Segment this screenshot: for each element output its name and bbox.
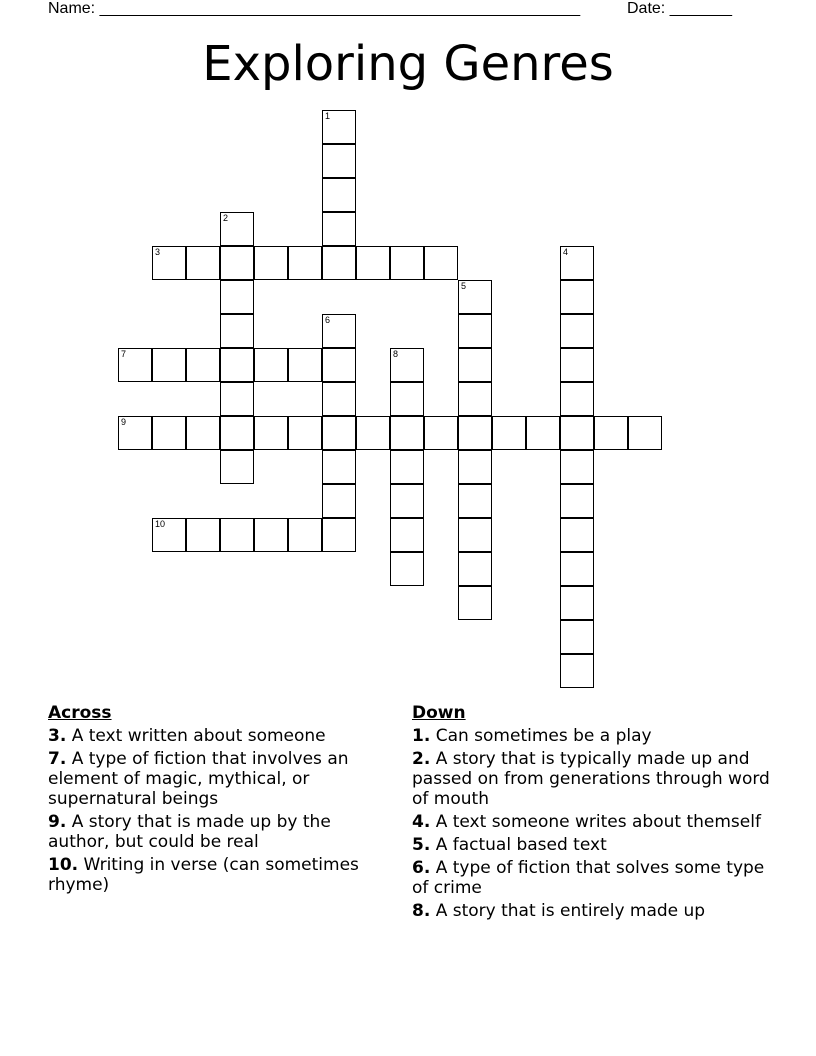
grid-cell[interactable] <box>220 212 254 246</box>
clue-text: A story that is entirely made up <box>430 901 706 921</box>
name-field: Name: ______________________________________________________ <box>48 0 581 17</box>
grid-cell[interactable] <box>560 314 594 348</box>
grid-cell[interactable] <box>560 586 594 620</box>
grid-cell[interactable] <box>186 246 220 280</box>
grid-cell[interactable] <box>322 110 356 144</box>
across-clues <box>48 703 378 898</box>
grid-cell[interactable] <box>152 518 186 552</box>
clue-text: A story that is made up by the author, but could be real <box>48 812 331 852</box>
clue-start-number: 4 <box>563 247 569 257</box>
grid-cell[interactable] <box>186 348 220 382</box>
clue-number: 6. <box>412 858 431 878</box>
grid-cell[interactable] <box>560 450 594 484</box>
grid-cell[interactable] <box>560 246 594 280</box>
grid-cell[interactable] <box>390 246 424 280</box>
across-clue <box>48 812 378 852</box>
grid-cell[interactable] <box>322 212 356 246</box>
page-title: Exploring Genres <box>202 36 614 92</box>
clue-text: A type of fiction that involves an element of magic, mythical, or supernatural beings <box>48 749 349 809</box>
down-clue <box>412 835 782 855</box>
grid-cell[interactable] <box>322 450 356 484</box>
grid-cell[interactable] <box>424 416 458 450</box>
clue-start-number: 9 <box>121 417 127 427</box>
grid-cell[interactable] <box>492 416 526 450</box>
clue-text: Can sometimes be a play <box>430 726 652 746</box>
down-clue <box>412 726 782 746</box>
grid-cell[interactable] <box>152 246 186 280</box>
down-heading: Down <box>412 703 466 723</box>
clue-start-number: 1 <box>325 111 331 121</box>
grid-cell[interactable] <box>458 484 492 518</box>
down-clue <box>412 858 782 898</box>
grid-cell[interactable] <box>322 484 356 518</box>
clue-text: A story that is typically made up and passed on from generations through word of mouth <box>412 749 770 809</box>
grid-cell[interactable] <box>390 518 424 552</box>
clue-number: 8. <box>412 901 431 921</box>
grid-cell[interactable] <box>458 416 492 450</box>
grid-cell[interactable] <box>458 280 492 314</box>
grid-cell[interactable] <box>390 382 424 416</box>
grid-cell[interactable] <box>322 416 356 450</box>
grid-cell[interactable] <box>322 246 356 280</box>
grid-cell[interactable] <box>560 518 594 552</box>
clue-number: 5. <box>412 835 431 855</box>
grid-cell[interactable] <box>560 280 594 314</box>
grid-cell[interactable] <box>220 280 254 314</box>
grid-cell[interactable] <box>560 654 594 688</box>
grid-cell[interactable] <box>152 348 186 382</box>
grid-cell[interactable] <box>254 416 288 450</box>
date-field: Date: _______ <box>627 0 732 17</box>
grid-cell[interactable] <box>288 348 322 382</box>
grid-cell[interactable] <box>322 178 356 212</box>
grid-cell[interactable] <box>288 518 322 552</box>
grid-cell[interactable] <box>186 416 220 450</box>
grid-cell[interactable] <box>390 552 424 586</box>
grid-cell[interactable] <box>560 552 594 586</box>
clue-number: 1. <box>412 726 431 746</box>
clue-number: 10. <box>48 855 79 875</box>
clue-text: A factual based text <box>430 835 607 855</box>
grid-cell[interactable] <box>560 620 594 654</box>
clue-start-number: 8 <box>393 349 399 359</box>
grid-cell[interactable] <box>458 552 492 586</box>
grid-cell[interactable] <box>356 246 390 280</box>
grid-cell[interactable] <box>390 450 424 484</box>
grid-cell[interactable] <box>220 382 254 416</box>
grid-cell[interactable] <box>322 314 356 348</box>
grid-cell[interactable] <box>594 416 628 450</box>
down-clue <box>412 749 782 809</box>
grid-cell[interactable] <box>458 586 492 620</box>
clue-start-number: 3 <box>155 247 161 257</box>
grid-cell[interactable] <box>220 518 254 552</box>
grid-cell[interactable] <box>390 416 424 450</box>
down-clue <box>412 901 782 921</box>
grid-cell[interactable] <box>526 416 560 450</box>
grid-cell[interactable] <box>390 484 424 518</box>
grid-cell[interactable] <box>458 348 492 382</box>
grid-cell[interactable] <box>390 348 424 382</box>
clue-text: Writing in verse (can sometimes rhyme) <box>48 855 359 895</box>
down-clue <box>412 812 782 832</box>
across-clue <box>48 855 378 895</box>
grid-cell[interactable] <box>322 348 356 382</box>
grid-cell[interactable] <box>560 382 594 416</box>
clue-number: 4. <box>412 812 431 832</box>
clue-start-number: 7 <box>121 349 127 359</box>
grid-cell[interactable] <box>288 246 322 280</box>
grid-cell[interactable] <box>560 416 594 450</box>
grid-cell[interactable] <box>118 416 152 450</box>
grid-cell[interactable] <box>322 382 356 416</box>
grid-cell[interactable] <box>254 348 288 382</box>
grid-cell[interactable] <box>220 450 254 484</box>
clue-text: A text someone writes about themself <box>430 812 761 832</box>
clue-number: 9. <box>48 812 67 832</box>
clue-number: 3. <box>48 726 67 746</box>
grid-cell[interactable] <box>322 518 356 552</box>
grid-cell[interactable] <box>254 246 288 280</box>
grid-cell[interactable] <box>628 416 662 450</box>
clue-start-number: 5 <box>461 281 467 291</box>
grid-cell[interactable] <box>560 348 594 382</box>
grid-cell[interactable] <box>424 246 458 280</box>
clue-start-number: 6 <box>325 315 331 325</box>
grid-cell[interactable] <box>152 416 186 450</box>
grid-cell[interactable] <box>458 450 492 484</box>
grid-cell[interactable] <box>220 348 254 382</box>
grid-cell[interactable] <box>220 246 254 280</box>
grid-cell[interactable] <box>288 416 322 450</box>
grid-cell[interactable] <box>322 144 356 178</box>
clue-start-number: 2 <box>223 213 229 223</box>
grid-cell[interactable] <box>560 484 594 518</box>
clue-start-number: 10 <box>155 519 166 529</box>
clue-number: 2. <box>412 749 431 769</box>
across-clue <box>48 749 378 809</box>
grid-cell[interactable] <box>186 518 220 552</box>
grid-cell[interactable] <box>220 314 254 348</box>
clue-text: A text written about someone <box>66 726 326 746</box>
clue-number: 7. <box>48 749 67 769</box>
clue-text: A type of fiction that solves some type of crime <box>412 858 765 898</box>
across-clue <box>48 726 378 746</box>
grid-cell[interactable] <box>254 518 288 552</box>
grid-cell[interactable] <box>458 382 492 416</box>
grid-cell[interactable] <box>220 416 254 450</box>
grid-cell[interactable] <box>356 416 390 450</box>
grid-cell[interactable] <box>458 518 492 552</box>
grid-cell[interactable] <box>118 348 152 382</box>
down-clues <box>412 703 782 924</box>
grid-cell[interactable] <box>458 314 492 348</box>
across-heading: Across <box>48 703 112 723</box>
